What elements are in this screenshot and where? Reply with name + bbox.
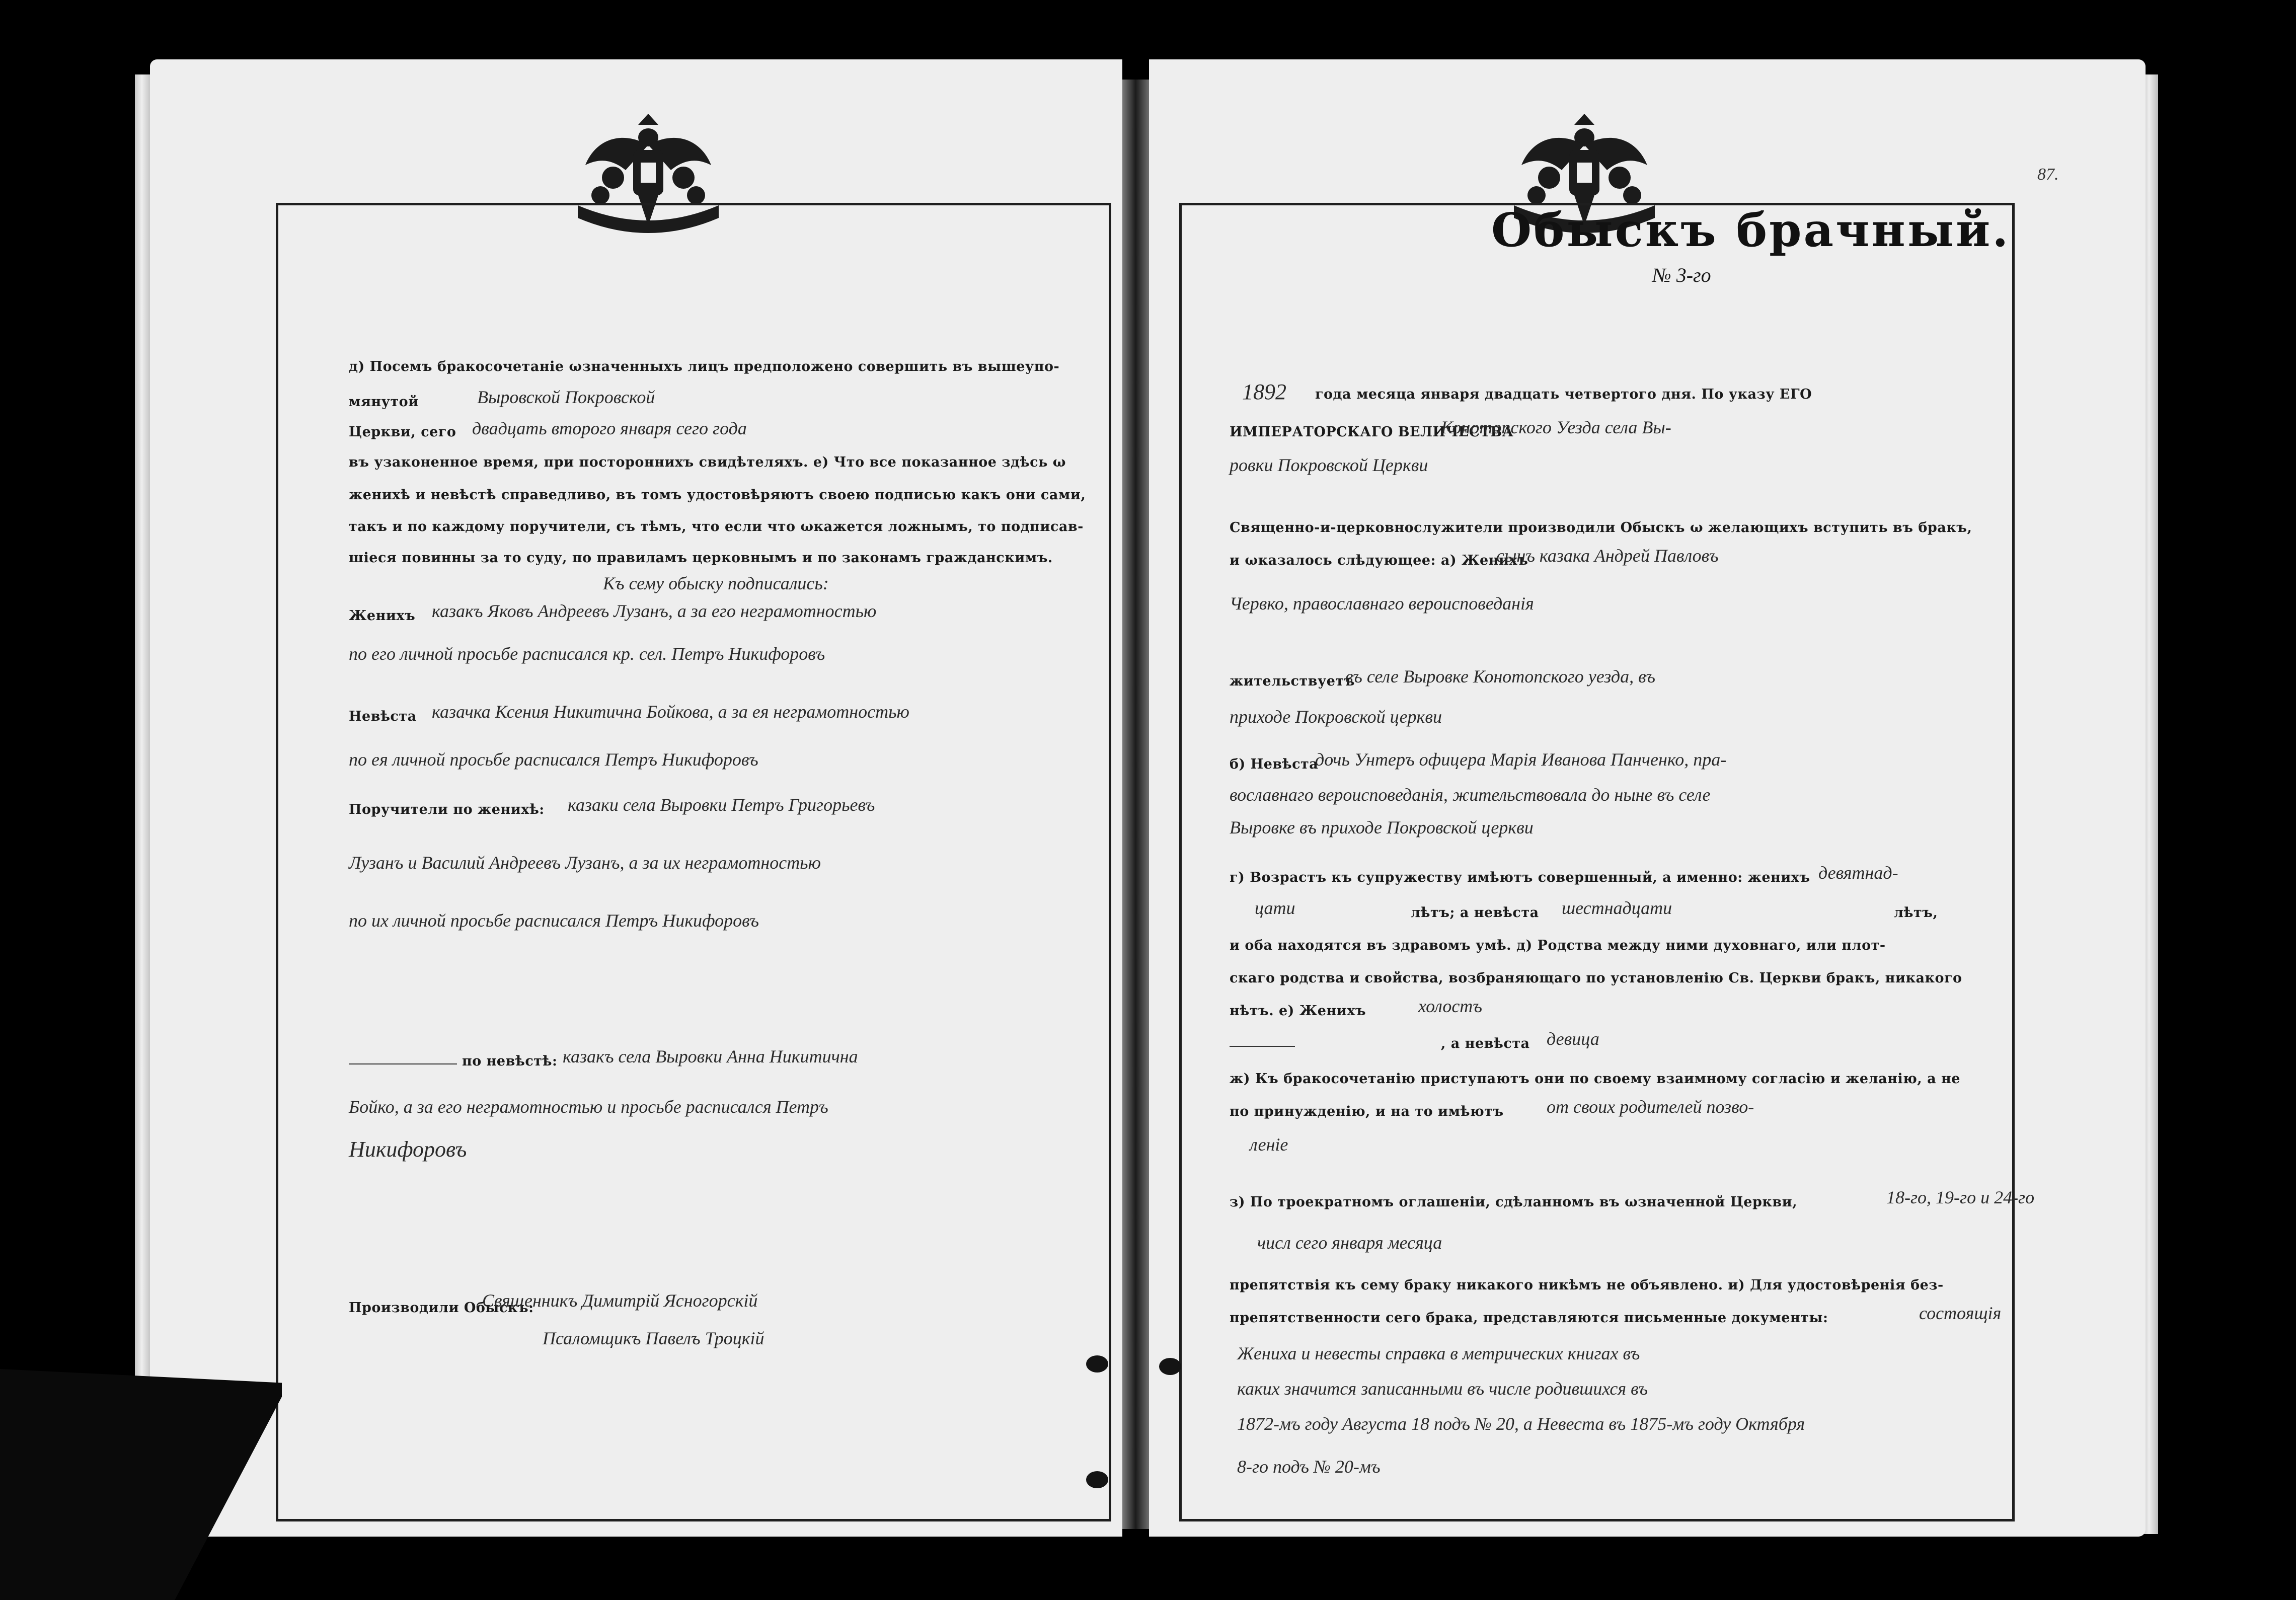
text-line: по принужденiю, и на то имѣютъ	[1230, 1104, 1504, 1119]
investigators-label: Производили Обыскъ:	[349, 1300, 534, 1316]
text-line: препятствiя къ сему браку никакого никѣмъ не объявлено. и) Для удостовѣренiя без-	[1230, 1277, 1944, 1293]
groom-age: девятнад-	[1818, 863, 1898, 883]
text-line: и ωказалось слѣдующее: а) Женихъ	[1230, 553, 1528, 568]
register-book	[135, 59, 2158, 1549]
groom-residence: въ селе Выровке Конотопского уезда, въ	[1345, 666, 1655, 687]
binding-hole	[1159, 1358, 1181, 1375]
right-page	[1149, 59, 2146, 1537]
groom-status: холостъ	[1418, 996, 1482, 1016]
text-line: мянутой	[349, 394, 419, 410]
documents: Жениха и невесты справка в метрических книгах въ	[1237, 1343, 1640, 1363]
text-line: д) Посемъ бракосочетанiе ωзначенныхъ лицъ предположено совершить въ вышеупо-	[349, 359, 1060, 374]
binding-hole	[1086, 1355, 1108, 1373]
text-line: , а невѣста	[1441, 1036, 1530, 1051]
groom-guarantors: казаки села Выровки Петръ Григорьевъ	[568, 795, 875, 815]
signatures-heading: Къ сему обыску подписались:	[603, 573, 829, 593]
bride-guarantors: казакъ села Выровки Анна Никитична	[563, 1046, 858, 1066]
book-gutter	[1122, 80, 1149, 1529]
text-line: лѣтъ,	[1894, 905, 1938, 921]
text-line: ИМПЕРАТОРСКАГО ВЕЛИЧЕСТВА	[1230, 424, 1514, 440]
marriage-date: двадцать второго января сего года	[472, 418, 747, 438]
bride-age: шестнадцати	[1562, 898, 1672, 918]
text-line: скаго родства и свойства, возбраняющаго по установленiю Св. Церкви бракъ, никакого	[1230, 970, 1962, 986]
groom-signature: казакъ Яковъ Андреевъ Лузанъ, а за его неграмотностью	[432, 601, 877, 621]
bride-name: Выровке въ приходе Покровской церкви	[1230, 817, 1534, 837]
groom-label: Женихъ	[349, 608, 416, 624]
church-name: Выровской Покровской	[477, 387, 655, 407]
bride-name: вославнаго вероисповеданiя, жительствовала до ныне въ селе	[1230, 785, 1711, 805]
left-page	[150, 59, 1122, 1537]
bride-guarantors: Бойко, а за его неграмотностью и просьбе расписался Петръ	[349, 1097, 828, 1117]
psalmist-signature: Псаломщикъ Павелъ Троцкiй	[543, 1328, 764, 1348]
parental-consent: ленiе	[1250, 1134, 1288, 1155]
groom-residence: приходе Покровской церкви	[1230, 707, 1442, 727]
text-line: з) По троекратномъ оглашенiи, сдѣланномъ въ ωзначенной Церкви,	[1230, 1194, 1798, 1210]
blank-rule	[1230, 1046, 1295, 1047]
bride-label: Невѣста	[349, 709, 417, 724]
banns-dates: 18-го, 19-го и 24-го	[1886, 1187, 2035, 1207]
record-number: № 3-го	[1652, 264, 1711, 286]
text-line: препятственности сего брака, представляются письменные документы:	[1230, 1310, 1828, 1326]
groom-age: цати	[1255, 898, 1295, 918]
bride-name: дочь Унтеръ офицера Марiя Иванова Панченко, пра-	[1315, 749, 1727, 770]
page-number: 87.	[2037, 165, 2059, 184]
groom-guarantors: по их личной просьбе расписался Петръ Никифоровъ	[349, 910, 759, 931]
left-page-edges	[135, 74, 152, 1534]
document-title: Обыскъ брачный.	[1491, 203, 2011, 257]
text-line: въ узаконенное время, при постороннихъ свидѣтеляхъ. е) Что все показанное здѣсь ω	[349, 454, 1066, 470]
district-church: Конотопского Уезда села Вы-	[1441, 417, 1671, 437]
district-church: ровки Покровской Церкви	[1230, 455, 1428, 475]
bride-signature: по ея личной просьбе расписался Петръ Никифоровъ	[349, 749, 758, 770]
groom-guarantors: Лузанъ и Василий Андреевъ Лузанъ, а за их неграмотностью	[349, 853, 821, 873]
text-line: года месяца января двадцать четвертого дня. По указу ЕГО	[1315, 387, 1812, 402]
text-line: г) Возрастъ къ супружеству имѣютъ совершенный, а именно: женихъ	[1230, 870, 1810, 885]
residence-label: жительствуетъ	[1230, 673, 1355, 689]
text-line: лѣтъ; а невѣста	[1411, 905, 1539, 921]
groom-guarantors-label: Поручители по женихѣ:	[349, 802, 545, 817]
text-line: Священно-и-церковнослужители производили Обыскъ ω желающихъ вступить въ бракъ,	[1230, 520, 1972, 536]
priest-signature: Священникъ Димитрiй Ясногорскiй	[482, 1290, 758, 1311]
documents: 8-го подъ № 20-мъ	[1237, 1457, 1381, 1477]
bride-guarantors: Никифоровъ	[349, 1137, 467, 1162]
documents: 1872-мъ году Августа 18 подъ № 20, а Невеста въ 1875-мъ году Октября	[1237, 1414, 1805, 1434]
year: 1892	[1242, 379, 1286, 404]
text-line: шiеся повинны за то суду, по правиламъ церковнымъ и по законамъ гражданскимъ.	[349, 550, 1053, 566]
groom-signature: по его личной просьбе расписался кр. сел. Петръ Никифоровъ	[349, 644, 825, 664]
text-line: нѣтъ. е) Женихъ	[1230, 1003, 1366, 1019]
blank-rule	[349, 1063, 457, 1064]
text-line: такъ и по каждому поручители, съ тѣмъ, что если что ωкажется ложнымъ, то подписав-	[349, 519, 1084, 535]
bride-label: б) Невѣста	[1230, 756, 1319, 772]
text-line: Церкви, сего	[349, 424, 456, 440]
text-line: ж) Къ бракосочетанiю приступаютъ они по своему взаимному согласiю и желанiю, а не	[1230, 1071, 1960, 1087]
bride-signature: казачка Ксения Никитична Бойкова, а за ея неграмотностью	[432, 702, 909, 722]
documents: каких значится записанными въ числе родившихся въ	[1237, 1379, 1648, 1399]
documents: состоящiя	[1919, 1303, 2002, 1323]
groom-name: сынъ казака Андрей Павловъ	[1496, 546, 1719, 566]
binding-hole	[1086, 1471, 1108, 1488]
text-line: и оба находятся въ здравомъ умѣ. д) Родства между ними духовнаго, или плот-	[1230, 938, 1886, 953]
text-line: женихѣ и невѣстѣ справедливо, въ томъ удостовѣряютъ своею подписью какъ они сами,	[349, 487, 1086, 503]
banns-month: числ сего января месяца	[1257, 1233, 1442, 1253]
groom-name: Червко, православнаго вероисповеданiя	[1230, 593, 1534, 614]
parental-consent: от своих родителей позво-	[1547, 1097, 1754, 1117]
bride-guarantors-label: по невѣстѣ:	[462, 1053, 558, 1069]
bride-status: девица	[1547, 1029, 1599, 1049]
